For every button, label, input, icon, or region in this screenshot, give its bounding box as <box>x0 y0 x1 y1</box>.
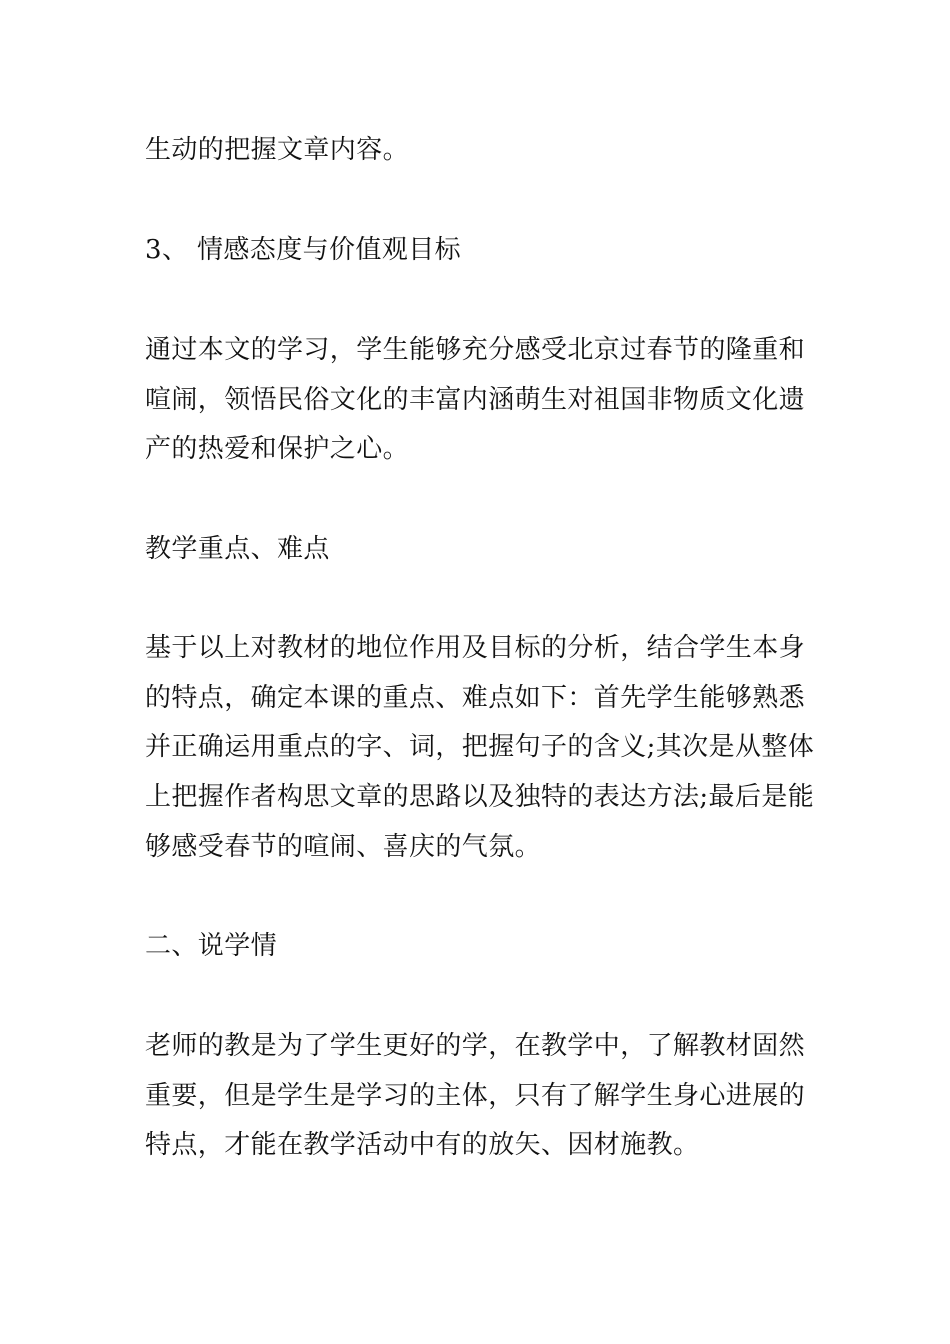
paragraph-line: 老师的教是为了学生更好的学，在教学中，了解教材固然 <box>145 1031 806 1061</box>
paragraph-line: 基于以上对教材的地位作用及目标的分析，结合学生本身 <box>145 633 806 663</box>
paragraph-line: 通过本文的学习，学生能够充分感受北京过春节的隆重和 <box>145 335 806 365</box>
paragraph-line: 产的热爱和保护之心。 <box>145 434 410 464</box>
paragraph-line: 并正确运用重点的字、词，把握句子的含义;其次是从整体 <box>145 732 815 762</box>
paragraph-line: 够感受春节的喧闹、喜庆的气氛。 <box>145 832 542 862</box>
paragraph-line: 特点，才能在教学活动中有的放矢、因材施教。 <box>145 1130 700 1160</box>
paragraph-line: 重要，但是学生是学习的主体，只有了解学生身心进展的 <box>145 1081 806 1111</box>
section-heading: 二、说学情 <box>145 931 278 961</box>
paragraph-line: 的特点，确定本课的重点、难点如下：首先学生能够熟悉 <box>145 683 806 713</box>
section-heading: 3、 情感态度与价值观目标 <box>145 235 462 265</box>
paragraph-line: 喧闹，领悟民俗文化的丰富内涵萌生对祖国非物质文化遗 <box>145 385 806 415</box>
paragraph-line: 上把握作者构思文章的思路以及独特的表达方法;最后是能 <box>145 782 815 812</box>
paragraph-line: 生动的把握文章内容。 <box>145 135 410 165</box>
section-heading: 教学重点、难点 <box>145 534 330 564</box>
